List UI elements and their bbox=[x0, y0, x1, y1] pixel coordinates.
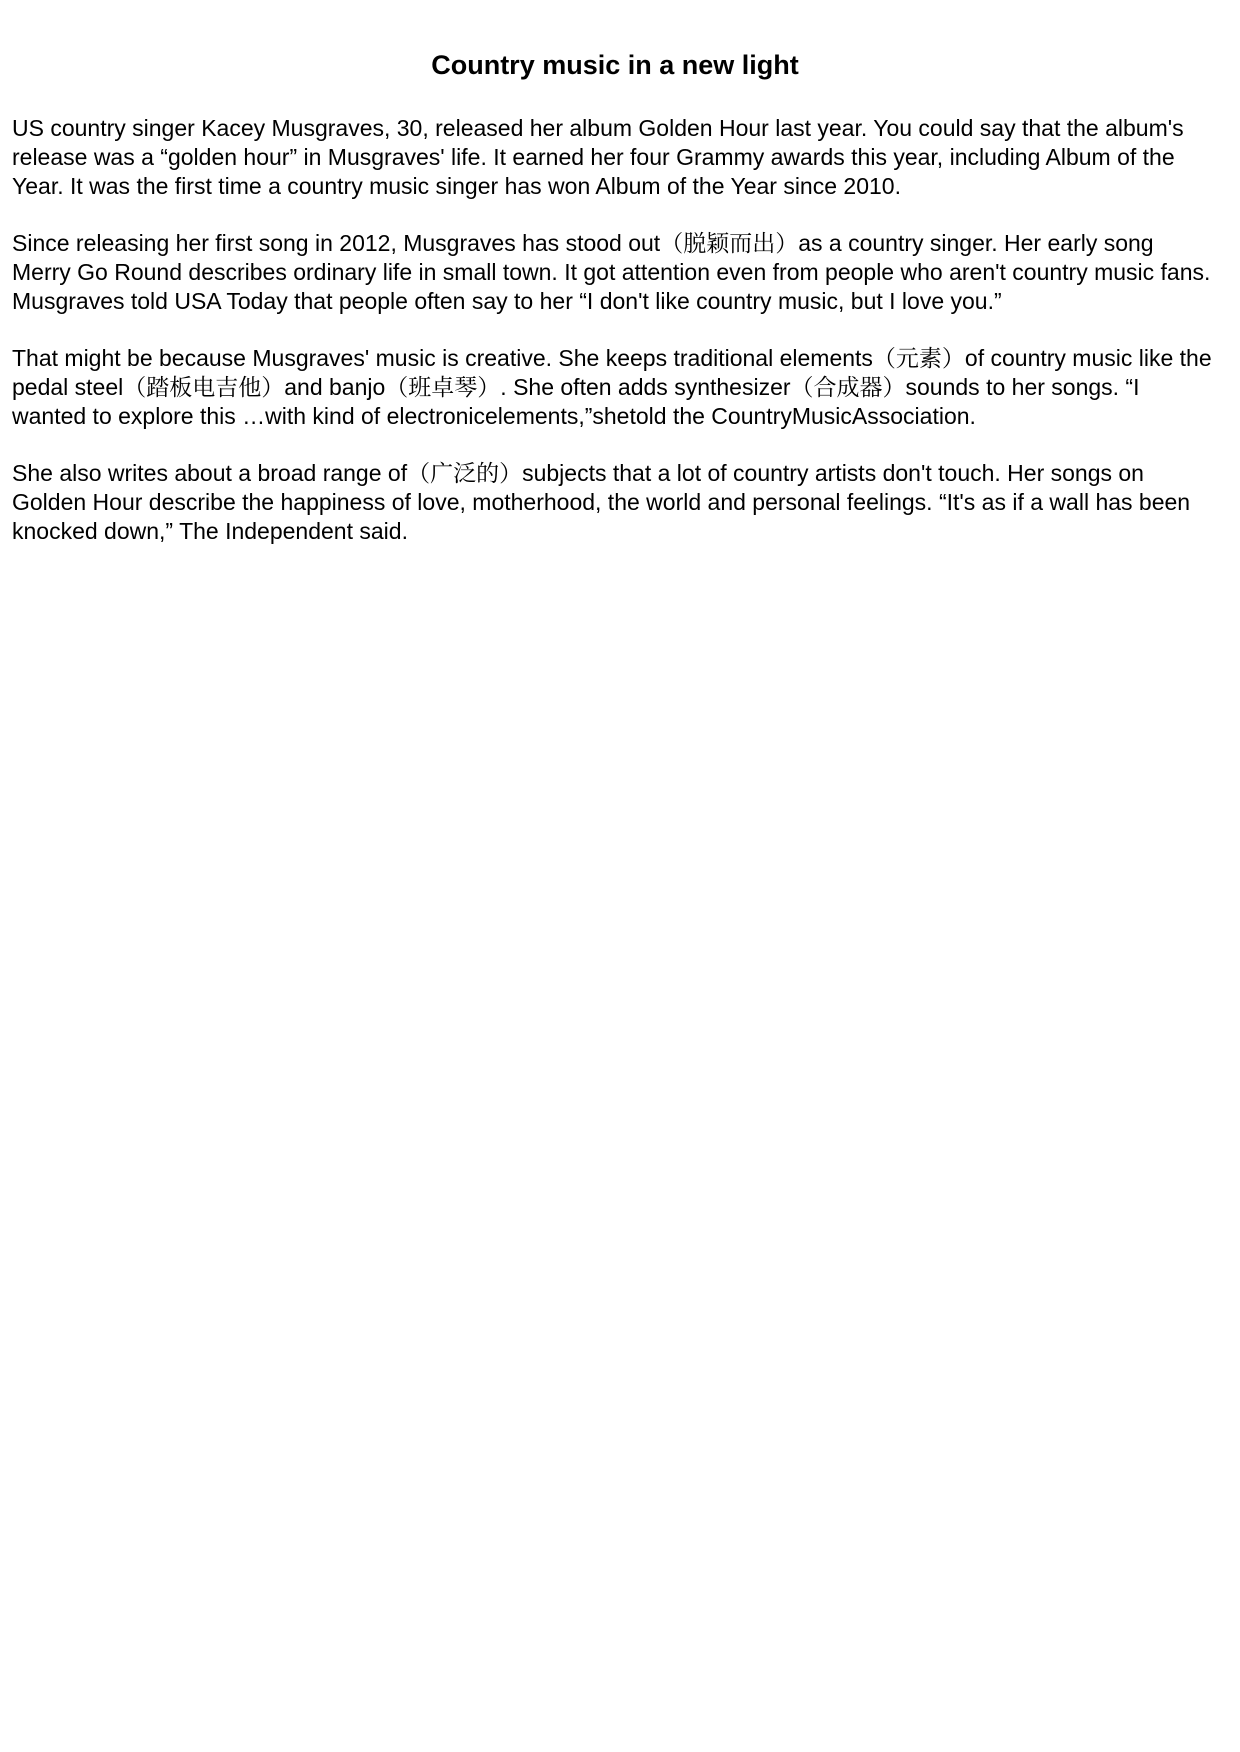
article-paragraph-1: US country singer Kacey Musgraves, 30, released her album Golden Hour last year. You could say that the album's release was a “golden hour” in Musgraves' life. It earned her four Grammy awards this year, including Album of the Year. It was the first time a country music singer has won Album of the Year since 2010. bbox=[12, 115, 1184, 199]
article-paragraph-4: She also writes about a broad range of（广泛的）subjects that a lot of country artists don't touch. Her songs on Golden Hour describe the happiness of love, motherhood, the world and personal feelings. “It's as if a wall has been knocked down,” The Independent said. bbox=[12, 460, 1191, 544]
article-paragraph-3: That might be because Musgraves' music is creative. She keeps traditional elements（元素）of country music like the pedal steel（踏板电吉他）and banjo（班卓琴）. She often adds synthesizer（合成器）sounds to her songs. “I wanted to explore this …with kind of electronicelements,”shetold the CountryMusicAssociation. bbox=[12, 345, 1212, 429]
article-title: Country music in a new light bbox=[431, 50, 799, 80]
article-paragraph-2: Since releasing her first song in 2012, Musgraves has stood out（脱颖而出）as a country singer. Her early song Merry Go Round describes ordinary life in small town. It got attention even from people who aren't country music fans. Musgraves told USA Today that people often say to her “I don't like country music, but I love you.” bbox=[12, 230, 1211, 314]
